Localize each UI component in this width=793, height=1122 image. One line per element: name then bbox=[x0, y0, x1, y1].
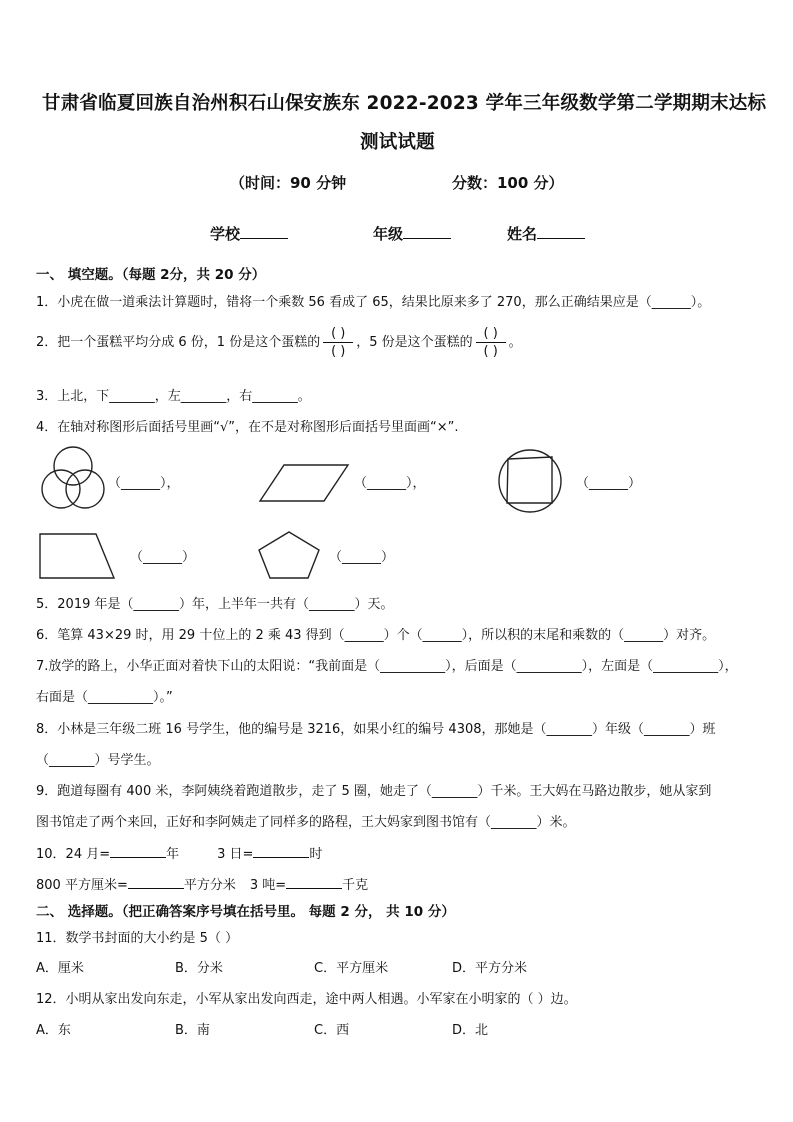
grade-label: 年级 bbox=[373, 225, 404, 243]
q10-blank-2[interactable] bbox=[253, 857, 309, 858]
square-in-circle-figure bbox=[497, 448, 563, 514]
pentagon-figure bbox=[256, 530, 322, 580]
question-8-line2: （_______）号学生。 bbox=[36, 753, 160, 768]
name-field bbox=[507, 223, 585, 244]
q4-answer-4[interactable]: （______） bbox=[130, 550, 196, 565]
q12-option-c[interactable]: C．西 bbox=[314, 1023, 350, 1038]
q2-frac1-numerator: ( ) bbox=[331, 326, 346, 341]
q2-fraction-2 bbox=[476, 326, 506, 359]
question-6: 6．笔算 43×29 时，用 29 十位上的 2 乘 43 得到（______）个（______），所以积的末尾和乘数的（______）对齐。 bbox=[36, 628, 716, 643]
name-blank bbox=[537, 238, 585, 239]
exam-score: 分数：100 分） bbox=[452, 174, 564, 192]
question-9-line2: 图书馆走了两个来回，正好和李阿姨走了同样多的路程，王大妈家到图书馆有（_______）米。 bbox=[36, 815, 576, 830]
section1-heading: 一、 填空题。（每题 2分，共 20 分） bbox=[36, 267, 266, 283]
q10-sqdm-unit: 平方分米 bbox=[183, 878, 236, 893]
q2-frac2-numerator: ( ) bbox=[483, 326, 498, 341]
q2-text-b: ，5 份是这个蛋糕的 bbox=[356, 335, 473, 350]
exam-time: （时间：90 分钟 bbox=[230, 174, 347, 192]
question-1: 1．小虎在做一道乘法计算题时，错将一个乘数 56 看成了 65，结果比原来多了 270，那么正确结果应是（______）。 bbox=[36, 295, 711, 310]
q11-option-a[interactable]: A．厘米 bbox=[36, 961, 84, 976]
parallelogram-figure bbox=[258, 463, 350, 503]
q2-frac1-denominator: ( ) bbox=[331, 344, 346, 359]
q4-answer-5[interactable]: （______） bbox=[329, 550, 395, 565]
q10-hour-unit: 时 bbox=[309, 847, 323, 862]
q11-option-c[interactable]: C．平方厘米 bbox=[314, 961, 389, 976]
q2-fraction-1 bbox=[323, 326, 353, 359]
q12-option-d[interactable]: D．北 bbox=[452, 1023, 489, 1038]
section2-heading: 二、 选择题。（把正确答案序号填在括号里。 每题 2 分， 共 10 分） bbox=[36, 904, 455, 920]
q4-answer-3[interactable]: （______） bbox=[576, 476, 642, 491]
question-11: 11．数学书封面的大小约是 5（ ） bbox=[36, 931, 239, 946]
q12-option-b[interactable]: B．南 bbox=[175, 1023, 210, 1038]
q2-text-c: 。 bbox=[508, 335, 522, 350]
q4-answer-2[interactable]: （______）， bbox=[354, 476, 426, 491]
q10-months-label: 10．24 月= bbox=[36, 847, 111, 862]
school-label: 学校 bbox=[210, 225, 241, 243]
question-7-line1: 7.放学的路上，小华正面对着快下山的太阳说：“我前面是（__________），后面是（__________），左面是（__________）， bbox=[36, 659, 738, 674]
q10-blank-4[interactable] bbox=[286, 888, 342, 889]
question-10-line2 bbox=[36, 874, 368, 893]
q10-tons-label: 3 吨= bbox=[249, 878, 287, 893]
q11-option-b[interactable]: B．分米 bbox=[175, 961, 223, 976]
q10-days-label: 3 日= bbox=[217, 847, 254, 862]
q10-blank-3[interactable] bbox=[128, 888, 184, 889]
q2-frac2-denominator: ( ) bbox=[483, 344, 498, 359]
question-7-line2: 右面是（__________）。” bbox=[36, 690, 173, 705]
q12-option-a[interactable]: A．东 bbox=[36, 1023, 71, 1038]
q11-option-d[interactable]: D．平方分米 bbox=[452, 961, 528, 976]
school-field bbox=[210, 223, 288, 244]
trapezoid-figure bbox=[38, 532, 116, 580]
question-5: 5．2019 年是（_______）年，上半年一共有（_______）天。 bbox=[36, 597, 394, 612]
question-4: 4．在轴对称图形后面括号里画“√”，在不是对称图形后面括号里面画“×”. bbox=[36, 420, 459, 435]
q2-text-a: 2．把一个蛋糕平均分成 6 份，1 份是这个蛋糕的 bbox=[36, 335, 321, 350]
page-title-line1: 甘肃省临夏回族自治州积石山保安族东 2022-2023 学年三年级数学第二学期期末达标 bbox=[42, 93, 767, 114]
school-blank bbox=[240, 238, 288, 239]
question-3: 3．上北，下_______，左_______，右_______。 bbox=[36, 389, 311, 404]
q10-area-label: 800 平方厘米= bbox=[36, 878, 128, 893]
question-10-line1 bbox=[36, 843, 322, 862]
name-label: 姓名 bbox=[507, 225, 538, 243]
page-title-line2: 测试试题 bbox=[360, 132, 435, 153]
question-9-line1: 9．跑道每圈有 400 米，李阿姨绕着跑道散步，走了 5 圈，她走了（_______）千米。王大妈在马路边散步，她从家到 bbox=[36, 784, 712, 799]
q10-blank-1[interactable] bbox=[110, 857, 166, 858]
question-2 bbox=[36, 326, 522, 359]
grade-field bbox=[373, 223, 451, 244]
three-circles-figure bbox=[40, 444, 106, 512]
question-8-line1: 8．小林是三年级二班 16 号学生，他的编号是 3216，如果小红的编号 4308，那她是（_______）年级（_______）班 bbox=[36, 722, 716, 737]
q4-answer-1[interactable]: （______）， bbox=[108, 476, 180, 491]
question-12: 12．小明从家出发向东走，小军从家出发向西走，途中两人相遇。小军家在小明家的（ ）边。 bbox=[36, 992, 577, 1007]
grade-blank bbox=[403, 238, 451, 239]
q10-year-unit: 年 bbox=[166, 847, 180, 862]
q10-kg-unit: 千克 bbox=[342, 878, 369, 893]
